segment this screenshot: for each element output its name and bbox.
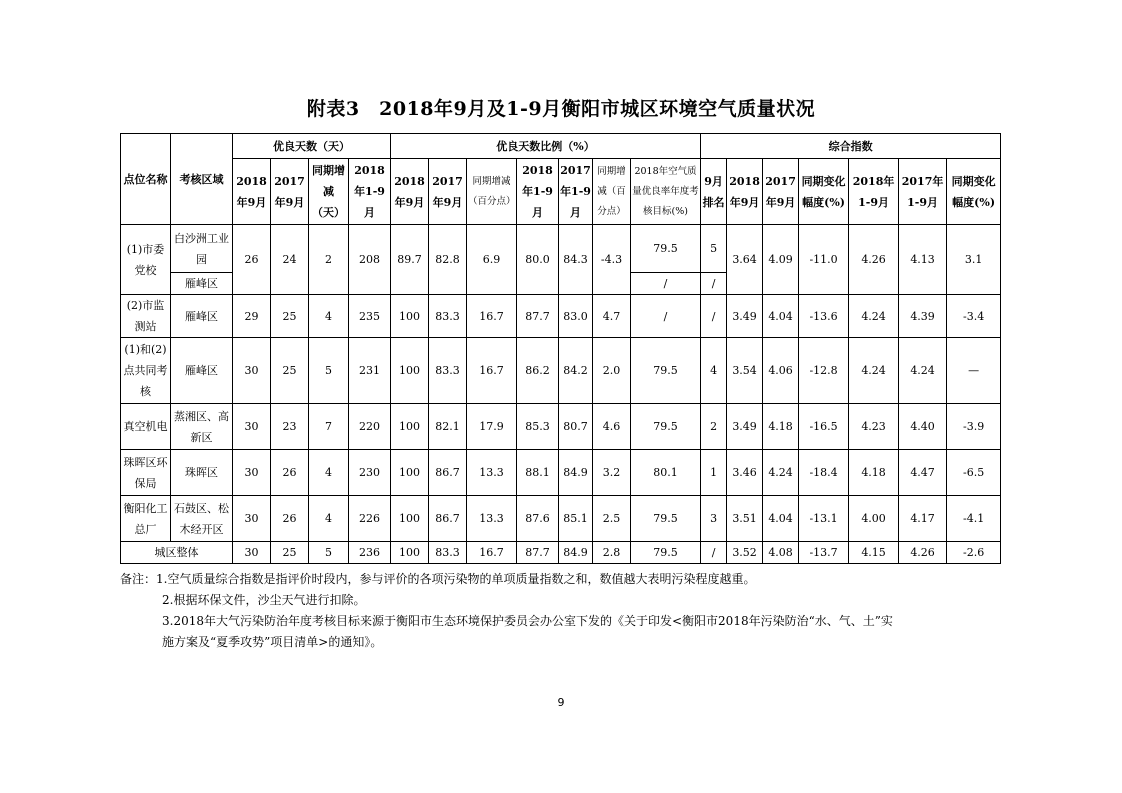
ratio-2017-sep: 83.3 (429, 295, 467, 338)
ratio-2018-sep: 100 (391, 542, 429, 564)
total-label: 城区整体 (121, 542, 233, 564)
index-2017-ytd: 4.17 (899, 496, 947, 542)
ratio-target: 79.5 (631, 225, 701, 273)
index-2018-ytd: 4.15 (849, 542, 899, 564)
index-change: -16.5 (799, 404, 849, 450)
days-2018-sep: 30 (233, 496, 271, 542)
header-index-col: 同期变化幅度(%) (799, 159, 849, 225)
index-2018-sep: 3.54 (727, 338, 763, 404)
ratio-2017-sep: 83.3 (429, 338, 467, 404)
ratio-change: 13.3 (467, 450, 517, 496)
area-cell: 蒸湘区、高新区 (171, 404, 233, 450)
index-2018-ytd: 4.18 (849, 450, 899, 496)
index-2018-ytd: 4.24 (849, 338, 899, 404)
area-cell: 石鼓区、松木经开区 (171, 496, 233, 542)
station-cell: (1)市委党校 (121, 225, 171, 295)
area-cell: 雁峰区 (171, 338, 233, 404)
header-ratio-col: 2018年9月 (391, 159, 429, 225)
header-ratio-col: 2018年空气质量优良率年度考核目标(%) (631, 159, 701, 225)
index-2018-sep: 3.49 (727, 295, 763, 338)
days-2018-sep: 30 (233, 338, 271, 404)
note-1: 备注：1.空气质量综合指数是指评价时段内，参与评价的各项污染物的单项质量指数之和，数值越大表明污染程度越重。 (120, 572, 756, 586)
index-2017-ytd: 4.39 (899, 295, 947, 338)
rank-cell: 3 (701, 496, 727, 542)
index-change: -13.7 (799, 542, 849, 564)
ratio-change: 16.7 (467, 542, 517, 564)
ratio-2017-sep: 82.8 (429, 225, 467, 295)
ratio-2018-ytd: 87.6 (517, 496, 559, 542)
ratio-2018-ytd: 88.1 (517, 450, 559, 496)
ratio-2018-sep: 89.7 (391, 225, 429, 295)
ratio-ytd-change: 4.6 (593, 404, 631, 450)
index-ytd-change: 3.1 (947, 225, 1001, 295)
index-2017-sep: 4.08 (763, 542, 799, 564)
header-index-col: 2017年1-9月 (899, 159, 947, 225)
notes (120, 569, 1010, 653)
index-ytd-change: — (947, 338, 1001, 404)
header-days-col: 2018年9月 (233, 159, 271, 225)
header-days-col: 2018年1-9月 (349, 159, 391, 225)
ratio-change: 13.3 (467, 496, 517, 542)
header-ratio-col: 同期增减（百分点） (467, 159, 517, 225)
days-2017-sep: 26 (271, 450, 309, 496)
index-2018-sep: 3.64 (727, 225, 763, 295)
index-change: -11.0 (799, 225, 849, 295)
days-change: 2 (309, 225, 349, 295)
ratio-change: 16.7 (467, 338, 517, 404)
page-title: 附表3 2018年9月及1-9月衡阳市城区环境空气质量状况 (306, 98, 816, 120)
ratio-2018-sep: 100 (391, 496, 429, 542)
index-2018-sep: 3.46 (727, 450, 763, 496)
days-change: 4 (309, 295, 349, 338)
ratio-2017-sep: 86.7 (429, 450, 467, 496)
ratio-2018-ytd: 87.7 (517, 542, 559, 564)
air-quality-table (120, 133, 1001, 564)
ratio-2018-ytd: 87.7 (517, 295, 559, 338)
index-2018-sep: 3.51 (727, 496, 763, 542)
ratio-2017-ytd: 84.9 (559, 450, 593, 496)
station-cell: 衡阳化工总厂 (121, 496, 171, 542)
header-group-ratio: 优良天数比例（%） (391, 134, 701, 159)
index-2018-ytd: 4.24 (849, 295, 899, 338)
ratio-change: 6.9 (467, 225, 517, 295)
note-2: 2.根据环保文件，沙尘天气进行扣除。 (162, 593, 366, 607)
table-row (121, 295, 1001, 338)
table-row (121, 450, 1001, 496)
index-change: -13.6 (799, 295, 849, 338)
days-2017-sep: 26 (271, 496, 309, 542)
ratio-target: 80.1 (631, 450, 701, 496)
index-ytd-change: -3.4 (947, 295, 1001, 338)
station-cell: (2)市监测站 (121, 295, 171, 338)
days-2018-sep: 30 (233, 450, 271, 496)
rank-cell: 2 (701, 404, 727, 450)
index-2018-sep: 3.49 (727, 404, 763, 450)
days-2018-sep: 26 (233, 225, 271, 295)
header-index-col: 9月排名 (701, 159, 727, 225)
table-row (121, 225, 1001, 273)
index-ytd-change: -4.1 (947, 496, 1001, 542)
index-2018-ytd: 4.00 (849, 496, 899, 542)
header-group-index: 综合指数 (701, 134, 1001, 159)
rank-cell: 5 (701, 225, 727, 273)
index-2018-ytd: 4.23 (849, 404, 899, 450)
table-row (121, 338, 1001, 404)
ratio-ytd-change: 2.8 (593, 542, 631, 564)
area-cell: 白沙洲工业园 (171, 225, 233, 273)
header-index-col: 2018年1-9月 (849, 159, 899, 225)
note-3: 3.2018年大气污染防治年度考核目标来源于衡阳市生态环境保护委员会办公室下发的《关于印发<衡阳市2018年污染防治“水、气、土”实 (162, 614, 893, 628)
rank-cell: 1 (701, 450, 727, 496)
ratio-2018-ytd: 86.2 (517, 338, 559, 404)
area-cell: 珠晖区 (171, 450, 233, 496)
ratio-2017-ytd: 83.0 (559, 295, 593, 338)
index-2017-ytd: 4.47 (899, 450, 947, 496)
header-ratio-col: 2017年9月 (429, 159, 467, 225)
ratio-2018-sep: 100 (391, 338, 429, 404)
ratio-change: 17.9 (467, 404, 517, 450)
days-2018-ytd: 235 (349, 295, 391, 338)
header-area: 考核区域 (171, 134, 233, 225)
index-2018-ytd: 4.26 (849, 225, 899, 295)
ratio-2018-ytd: 85.3 (517, 404, 559, 450)
header-index-col: 2018年9月 (727, 159, 763, 225)
days-2017-sep: 24 (271, 225, 309, 295)
area-cell: 雁峰区 (171, 273, 233, 295)
ratio-2017-sep: 83.3 (429, 542, 467, 564)
days-2017-sep: 23 (271, 404, 309, 450)
ratio-2017-sep: 86.7 (429, 496, 467, 542)
days-2017-sep: 25 (271, 542, 309, 564)
area-cell: 雁峰区 (171, 295, 233, 338)
ratio-ytd-change: 2.0 (593, 338, 631, 404)
note-3-continued: 施方案及“夏季攻势”项目清单>的通知》。 (162, 635, 383, 649)
ratio-2017-ytd: 80.7 (559, 404, 593, 450)
ratio-target: 79.5 (631, 542, 701, 564)
ratio-2018-ytd: 80.0 (517, 225, 559, 295)
header-ratio-col: 2017年1-9月 (559, 159, 593, 225)
rank-cell: / (701, 542, 727, 564)
index-change: -12.8 (799, 338, 849, 404)
ratio-target: / (631, 273, 701, 295)
ratio-ytd-change: 4.7 (593, 295, 631, 338)
rank-cell: 4 (701, 338, 727, 404)
header-days-col: 同期增减（天） (309, 159, 349, 225)
table-row (121, 404, 1001, 450)
page-number: 9 (557, 696, 565, 709)
header-ratio-col: 2018年1-9月 (517, 159, 559, 225)
ratio-change: 16.7 (467, 295, 517, 338)
ratio-2017-sep: 82.1 (429, 404, 467, 450)
station-cell: (1)和(2)点共同考核 (121, 338, 171, 404)
index-ytd-change: -3.9 (947, 404, 1001, 450)
ratio-2017-ytd: 85.1 (559, 496, 593, 542)
station-cell: 真空机电 (121, 404, 171, 450)
ratio-2017-ytd: 84.3 (559, 225, 593, 295)
index-2017-sep: 4.18 (763, 404, 799, 450)
index-2017-ytd: 4.40 (899, 404, 947, 450)
index-2017-ytd: 4.24 (899, 338, 947, 404)
ratio-target: 79.5 (631, 338, 701, 404)
ratio-2018-sep: 100 (391, 404, 429, 450)
days-2018-ytd: 220 (349, 404, 391, 450)
index-2017-sep: 4.04 (763, 295, 799, 338)
rank-cell: / (701, 273, 727, 295)
index-ytd-change: -6.5 (947, 450, 1001, 496)
header-days-col: 2017年9月 (271, 159, 309, 225)
ratio-2018-sep: 100 (391, 295, 429, 338)
days-change: 5 (309, 338, 349, 404)
header-index-col: 同期变化幅度(%) (947, 159, 1001, 225)
index-ytd-change: -2.6 (947, 542, 1001, 564)
index-2017-sep: 4.06 (763, 338, 799, 404)
header-index-col: 2017年9月 (763, 159, 799, 225)
header-station: 点位名称 (121, 134, 171, 225)
days-change: 4 (309, 450, 349, 496)
days-change: 7 (309, 404, 349, 450)
days-change: 5 (309, 542, 349, 564)
rank-cell: / (701, 295, 727, 338)
days-2018-ytd: 236 (349, 542, 391, 564)
header-row-2 (121, 159, 1001, 225)
ratio-target: 79.5 (631, 404, 701, 450)
ratio-ytd-change: -4.3 (593, 225, 631, 295)
ratio-target: 79.5 (631, 496, 701, 542)
index-2017-sep: 4.24 (763, 450, 799, 496)
ratio-2017-ytd: 84.9 (559, 542, 593, 564)
header-ratio-col: 同期增减（百分点） (593, 159, 631, 225)
days-2018-sep: 30 (233, 542, 271, 564)
index-change: -13.1 (799, 496, 849, 542)
index-2017-sep: 4.09 (763, 225, 799, 295)
days-2017-sep: 25 (271, 295, 309, 338)
header-group-days: 优良天数（天） (233, 134, 391, 159)
index-change: -18.4 (799, 450, 849, 496)
station-cell: 珠晖区环保局 (121, 450, 171, 496)
days-2018-ytd: 230 (349, 450, 391, 496)
ratio-ytd-change: 2.5 (593, 496, 631, 542)
days-2017-sep: 25 (271, 338, 309, 404)
table-row (121, 496, 1001, 542)
days-2018-ytd: 226 (349, 496, 391, 542)
days-change: 4 (309, 496, 349, 542)
index-2017-sep: 4.04 (763, 496, 799, 542)
table-row-total (121, 542, 1001, 564)
ratio-ytd-change: 3.2 (593, 450, 631, 496)
index-2017-ytd: 4.26 (899, 542, 947, 564)
ratio-2018-sep: 100 (391, 450, 429, 496)
days-2018-sep: 30 (233, 404, 271, 450)
days-2018-ytd: 231 (349, 338, 391, 404)
days-2018-ytd: 208 (349, 225, 391, 295)
days-2018-sep: 29 (233, 295, 271, 338)
index-2018-sep: 3.52 (727, 542, 763, 564)
ratio-2017-ytd: 84.2 (559, 338, 593, 404)
index-2017-ytd: 4.13 (899, 225, 947, 295)
header-row-1 (121, 134, 1001, 159)
ratio-target: / (631, 295, 701, 338)
